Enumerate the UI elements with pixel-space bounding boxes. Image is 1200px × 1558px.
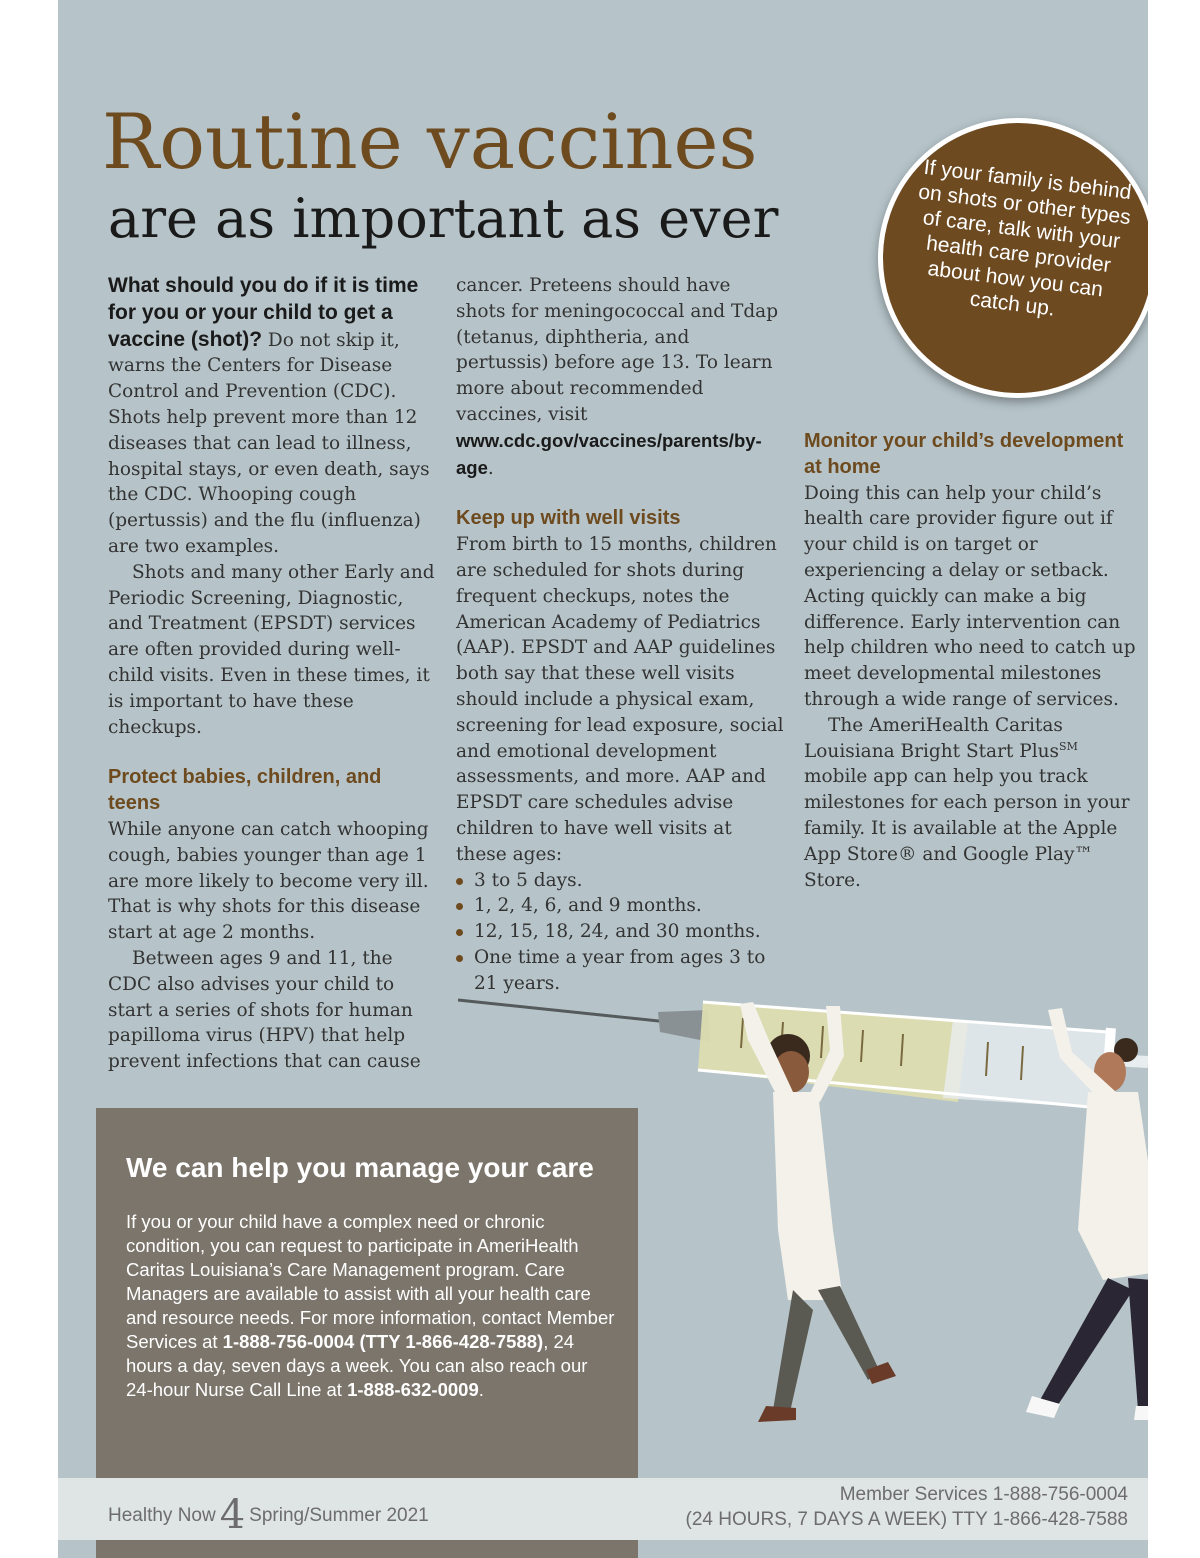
panel-text: , 24 hours a day, seven days a week. You can also reach our 24-hour Nurse Call Line at xyxy=(126,1331,588,1400)
column-2 xyxy=(456,273,784,997)
bullet-icon xyxy=(456,878,463,885)
paragraph-text: The AmeriHealth Caritas Louisiana Bright Start Plus xyxy=(804,714,1063,762)
page-footer xyxy=(58,1478,1148,1540)
paragraph: Doing this can help your child’s health care provider figure out if your child is on target or experiencing a delay or setback. Acting quickly can make a big difference. Early intervention can help children who need to catch up meet developmental milestones through a wide range of services. xyxy=(804,482,1136,710)
punctuation: . xyxy=(487,457,494,479)
footer-member-services xyxy=(686,1482,1128,1532)
callout-text: If your family is behind on shots or other types of care, talk with your health care provider about how you can catch up. xyxy=(917,155,1133,321)
syringe-needle xyxy=(458,1000,668,1022)
member-services-phone[interactable]: 1-888-756-0004 (TTY 1-866-428-7588) xyxy=(222,1331,544,1352)
intro-lead: What should you do if it is time for you or your child to get a vaccine (shot)? xyxy=(108,274,419,351)
member-services-line: Member Services 1-888-756-0004 xyxy=(839,1484,1128,1505)
paragraph xyxy=(456,273,784,481)
list-item-text: One time a year from ages 3 to 21 years. xyxy=(474,946,766,994)
page-number: 4 xyxy=(219,1492,246,1538)
paragraph: While anyone can catch whooping cough, babies younger than age 1 are more likely to become very ill. That is why shots for this disease start at age 2 months. xyxy=(108,818,429,944)
bullet-icon xyxy=(456,929,463,936)
list-item xyxy=(456,868,784,894)
list-item xyxy=(456,919,784,945)
list-item-text: 1, 2, 4, 6, and 9 months. xyxy=(474,895,702,917)
section-heading-well-visits: Keep up with well visits xyxy=(456,507,681,530)
member-services-hours: (24 HOURS, 7 DAYS A WEEK) TTY 1-866-428-7588 xyxy=(685,1509,1128,1530)
panel-title: We can help you manage your care xyxy=(126,1152,594,1183)
cdc-link[interactable]: www.cdc.gov/vaccines/parents/by-age xyxy=(456,429,762,478)
section-heading-protect: Protect babies, children, and teens xyxy=(108,766,382,815)
paragraph: From birth to 15 months, children are scheduled for shots during frequent checkups, notes the American Academy of Pediatrics (AAP). EPSDT and AAP guidelines both say that these well visits should include a physical exam, screening for lead exposure, social and emotional development assessments, and more. AAP and EPSDT care schedules advise children to have well visits at these ages: xyxy=(456,534,784,865)
headline-primary: Routine vaccines xyxy=(102,97,758,186)
headline-secondary: are as important as ever xyxy=(108,187,779,250)
newsletter-page xyxy=(58,0,1148,1558)
intro-paragraph xyxy=(108,273,436,560)
column-1 xyxy=(108,273,436,1075)
list-item-text: 3 to 5 days. xyxy=(474,869,583,891)
paragraph-text: cancer. Preteens should have shots for meningococcal and Tdap (tetanus, diphtheria, and pertussis) before age 13. To learn more about recommended vaccines, visit xyxy=(456,275,779,425)
issue-season: Spring/Summer 2021 xyxy=(249,1505,429,1526)
section-heading-monitor: Monitor your child’s development at home xyxy=(804,430,1124,478)
footer-publication xyxy=(108,1492,429,1538)
paragraph xyxy=(804,713,1144,894)
list-item-text: 12, 15, 18, 24, and 30 months. xyxy=(474,921,761,943)
intro-text: Do not skip it, warns the Centers for Disease Control and Prevention (CDC). Shots help prevent more than 12 diseases that can lead to illness, hospital stays, or even death, says the CDC. Whooping cough (pertussis) and the flu (influenza) are two examples. xyxy=(108,329,430,557)
paragraph: Shots and many other Early and Periodic Screening, Diagnostic, and Treatment (EPSDT) services are often provided during well-child visits. Even in these times, it is important to have these checkups. xyxy=(108,561,435,738)
punctuation: . xyxy=(478,1379,484,1400)
paragraph: Between ages 9 and 11, the CDC also advises your child to start a series of shots for human papilloma virus (HPV) that help prevent infections that can cause xyxy=(108,947,421,1073)
service-mark: SM xyxy=(1059,739,1078,753)
paragraph-text: mobile app can help you track milestones for each person in your family. It is available at the Apple App Store® and Google Play™ Store. xyxy=(804,766,1130,891)
bullet-icon xyxy=(456,955,463,962)
panel-body xyxy=(126,1210,616,1402)
callout-circle xyxy=(878,118,1148,398)
panel-text: If you or your child have a complex need or chronic condition, you can request to participate in AmeriHealth Caritas Louisiana’s Care Management program. Care Managers are available to assist with all your health care and resource needs. For more information, contact Member Services at xyxy=(126,1211,615,1352)
bullet-icon xyxy=(456,903,463,910)
column-3 xyxy=(804,429,1144,893)
publication-name: Healthy Now xyxy=(108,1505,216,1526)
ages-list xyxy=(456,868,784,997)
nurse-line-phone[interactable]: 1-888-632-0009 xyxy=(347,1379,479,1400)
list-item xyxy=(456,893,784,919)
